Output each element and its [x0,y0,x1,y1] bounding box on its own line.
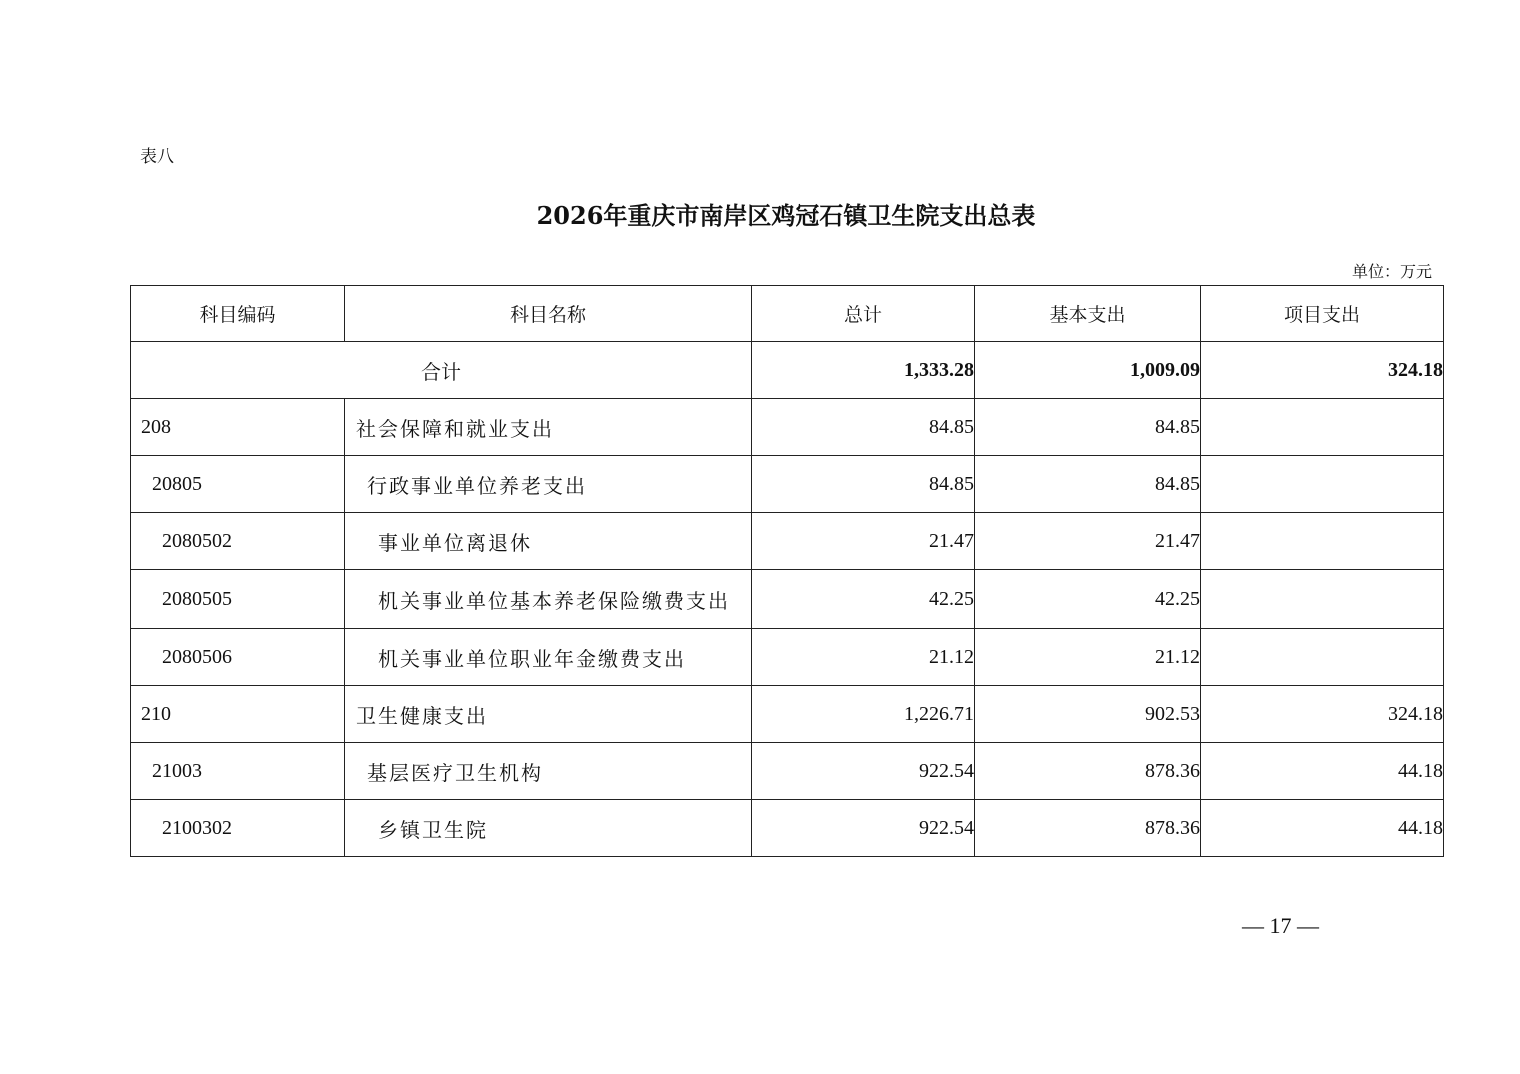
row-name: 社会保障和就业支出 [345,399,752,456]
row-code: 2080506 [131,629,345,686]
header-code: 科目编码 [131,286,345,342]
row-basic: 902.53 [975,686,1201,743]
table-row [131,399,1444,456]
row-total: 922.54 [752,800,975,857]
row-name: 卫生健康支出 [345,686,752,743]
table-row [131,570,1444,629]
row-total: 42.25 [752,570,975,629]
row-total: 21.47 [752,513,975,570]
row-code: 210 [131,686,345,743]
total-label: 合计 [131,342,752,399]
row-basic: 21.12 [975,629,1201,686]
row-name: 乡镇卫生院 [345,800,752,857]
header-name: 科目名称 [345,286,752,342]
row-name: 机关事业单位职业年金缴费支出 [345,629,752,686]
total-project: 324.18 [1201,342,1444,399]
expenditure-table [130,285,1444,857]
page-number: — 17 — [1242,913,1319,938]
table-row [131,513,1444,570]
row-project: 324.18 [1201,686,1444,743]
row-code: 21003 [131,743,345,800]
total-sum: 1,333.28 [752,342,975,399]
unit-label: 单位：万元 [1351,262,1432,281]
row-project [1201,570,1444,629]
row-code: 2080502 [131,513,345,570]
row-project [1201,399,1444,456]
row-basic: 42.25 [975,570,1201,629]
row-name: 机关事业单位基本养老保险缴费支出 [345,570,752,629]
table-row [131,456,1444,513]
table-row [131,800,1444,857]
row-total: 84.85 [752,456,975,513]
row-basic: 878.36 [975,800,1201,857]
total-row [131,342,1444,399]
row-basic: 84.85 [975,456,1201,513]
header-project: 项目支出 [1201,286,1444,342]
total-basic: 1,009.09 [975,342,1201,399]
row-basic: 84.85 [975,399,1201,456]
header-total: 总计 [752,286,975,342]
row-basic: 878.36 [975,743,1201,800]
row-code: 2080505 [131,570,345,629]
row-code: 2100302 [131,800,345,857]
row-name: 事业单位离退休 [345,513,752,570]
header-basic: 基本支出 [975,286,1201,342]
row-project [1201,456,1444,513]
table-row [131,629,1444,686]
table-number-label: 表八 [140,147,174,167]
row-code: 208 [131,399,345,456]
row-project: 44.18 [1201,800,1444,857]
row-name: 基层医疗卫生机构 [345,743,752,800]
row-total: 21.12 [752,629,975,686]
row-code: 20805 [131,456,345,513]
row-project [1201,513,1444,570]
row-basic: 21.47 [975,513,1201,570]
table-header-row [131,286,1444,342]
row-total: 922.54 [752,743,975,800]
document-title: 2026年重庆市南岸区鸡冠石镇卫生院支出总表 [536,201,1036,230]
row-project [1201,629,1444,686]
table-row [131,743,1444,800]
row-name: 行政事业单位养老支出 [345,456,752,513]
row-project: 44.18 [1201,743,1444,800]
row-total: 1,226.71 [752,686,975,743]
row-total: 84.85 [752,399,975,456]
table-row [131,686,1444,743]
